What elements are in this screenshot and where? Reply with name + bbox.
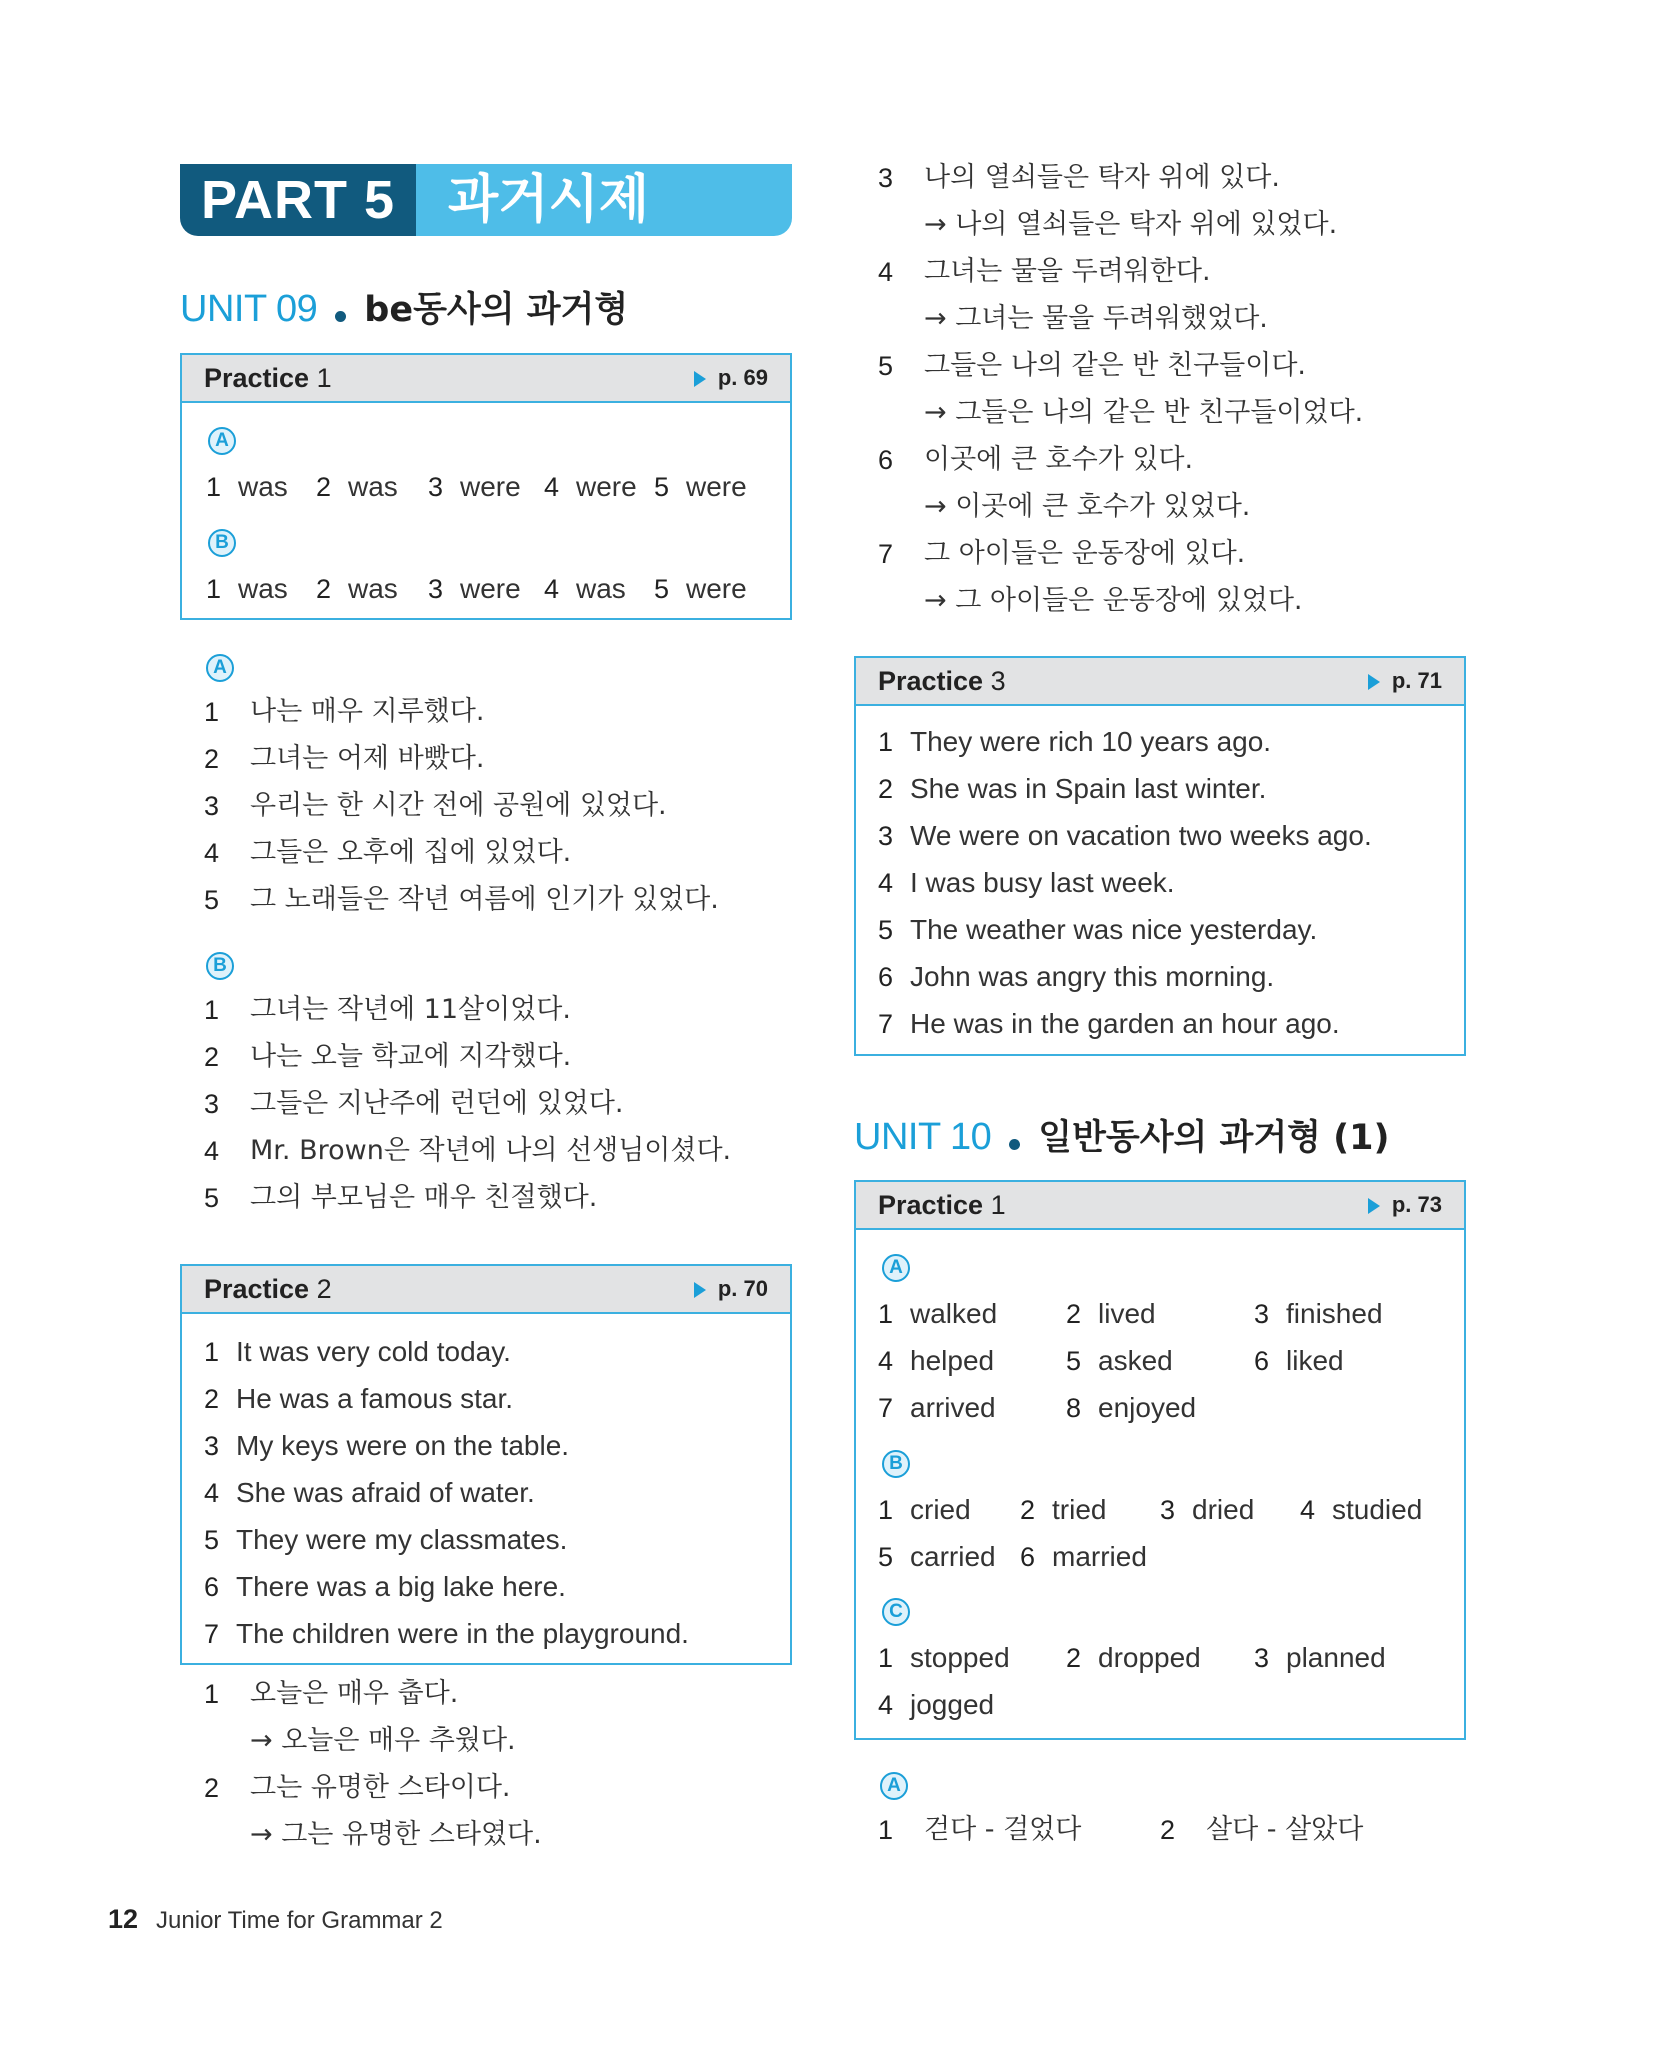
translation-text: Mr. Brown은 작년에 나의 선생님이셨다. [250, 1135, 732, 1166]
translation-text: 이곳에 큰 호수가 있다. [924, 444, 1194, 475]
translation-text: 그 노래들은 작년 여름에 인기가 있었다. [250, 884, 719, 915]
arrow-right-icon [1368, 1198, 1380, 1214]
page-footer [108, 1904, 443, 1935]
item-number: 1 [878, 1643, 894, 1673]
item-number: 4 [1300, 1495, 1316, 1525]
item-number: 7 [878, 1009, 894, 1039]
item-number: 4 [204, 838, 220, 868]
item-number: 4 [878, 868, 894, 898]
answer-text: was [348, 471, 398, 502]
translation-text: 오늘은 매우 춥다. [250, 1678, 459, 1709]
item-number: 1 [206, 472, 222, 502]
unit-09-practice-3-box [854, 656, 1466, 1056]
unit-number: UNIT 10 [854, 1116, 992, 1158]
section-c-marker: C [882, 1598, 910, 1626]
answer-text: They were rich 10 years ago. [910, 726, 1272, 757]
answer-text: stopped [910, 1642, 1010, 1673]
item-number: 1 [204, 1679, 220, 1709]
unit-10-practice-1-box [854, 1180, 1466, 1740]
item-number: 4 [204, 1136, 220, 1166]
unit-title: 일반동사의 과거형 (1) [1038, 1118, 1390, 1158]
answer-text: The weather was nice yesterday. [910, 914, 1318, 945]
answer-text: carried [910, 1541, 996, 1572]
unit-10-heading [854, 1112, 1390, 1162]
practice-label: Practice 1 [204, 363, 332, 393]
item-number: 3 [878, 163, 894, 193]
item-number: 3 [878, 821, 894, 851]
answer-text: It was very cold today. [236, 1336, 511, 1367]
item-number: 4 [878, 1346, 894, 1376]
answer-text: were [576, 471, 637, 502]
page-reference: p. 73 [1368, 1182, 1442, 1228]
item-number: 1 [204, 697, 220, 727]
item-number: 4 [878, 257, 894, 287]
item-number: 5 [204, 885, 220, 915]
item-number: 5 [878, 351, 894, 381]
answer-text: liked [1286, 1345, 1344, 1376]
translation-answer: → 그는 유명한 스타였다. [250, 1819, 542, 1850]
practice-label: Practice 1 [878, 1190, 1006, 1220]
translation-text: 그들은 나의 같은 반 친구들이다. [924, 350, 1306, 381]
item-number: 1 [878, 1495, 894, 1525]
answer-text: jogged [910, 1689, 995, 1720]
item-number: 5 [204, 1183, 220, 1213]
translation-text: 나의 열쇠들은 탁자 위에 있다. [924, 162, 1280, 193]
item-number: 1 [878, 1815, 894, 1845]
practice-label: Practice 3 [878, 666, 1006, 696]
translation-text: 그들은 지난주에 런던에 있었다. [250, 1088, 624, 1119]
section-a-marker: A [880, 1772, 908, 1800]
answer-text: We were on vacation two weeks ago. [910, 820, 1372, 851]
translation-answer: → 나의 열쇠들은 탁자 위에 있었다. [924, 209, 1338, 240]
translation-answer: → 이곳에 큰 호수가 있었다. [924, 491, 1251, 522]
answer-text: planned [1286, 1642, 1386, 1673]
translation-text: 살다 - 살았다 [1206, 1814, 1364, 1845]
item-number: 6 [878, 962, 894, 992]
item-number: 1 [206, 574, 222, 604]
item-number: 8 [1066, 1393, 1082, 1423]
part-title: 과거시제 [416, 164, 792, 236]
answer-text: asked [1098, 1345, 1173, 1376]
item-number: 3 [204, 1089, 220, 1119]
item-number: 7 [878, 539, 894, 569]
answer-text: cried [910, 1494, 971, 1525]
item-number: 6 [1254, 1346, 1270, 1376]
translation-text: 그들은 오후에 집에 있었다. [250, 837, 572, 868]
answer-text: lived [1098, 1298, 1156, 1329]
item-number: 2 [1066, 1299, 1082, 1329]
section-b-marker: B [206, 952, 234, 980]
answer-text: They were my classmates. [236, 1524, 568, 1555]
translation-answer: → 그녀는 물을 두려워했었다. [924, 303, 1268, 334]
item-number: 1 [204, 995, 220, 1025]
answer-text: dropped [1098, 1642, 1201, 1673]
answer-text: dried [1192, 1494, 1255, 1525]
part-banner [180, 164, 792, 236]
page-reference: p. 71 [1368, 658, 1442, 704]
item-number: 4 [878, 1690, 894, 1720]
answer-text: tried [1052, 1494, 1107, 1525]
unit-title: be동사의 과거형 [364, 290, 629, 330]
unit-09-practice-1-box [180, 353, 792, 620]
page-reference: p. 69 [694, 355, 768, 401]
item-number: 5 [654, 574, 670, 604]
item-number: 4 [544, 472, 560, 502]
answer-text: studied [1332, 1494, 1423, 1525]
item-number: 6 [1020, 1542, 1036, 1572]
item-number: 2 [316, 472, 332, 502]
page-reference: p. 70 [694, 1266, 768, 1312]
answer-text: arrived [910, 1392, 996, 1423]
item-number: 6 [204, 1572, 220, 1602]
item-number: 2 [1020, 1495, 1036, 1525]
item-number: 2 [1066, 1643, 1082, 1673]
item-number: 3 [1254, 1299, 1270, 1329]
translation-text: 나는 오늘 학교에 지각했다. [250, 1041, 572, 1072]
item-number: 4 [204, 1478, 220, 1508]
item-number: 7 [878, 1393, 894, 1423]
item-number: 2 [316, 574, 332, 604]
item-number: 5 [654, 472, 670, 502]
section-b-marker: B [882, 1450, 910, 1478]
arrow-right-icon [694, 1282, 706, 1298]
item-number: 2 [204, 1773, 220, 1803]
translation-text: 우리는 한 시간 전에 공원에 있었다. [250, 790, 667, 821]
item-number: 5 [1066, 1346, 1082, 1376]
arrow-right-icon [1368, 674, 1380, 690]
answer-text: She was in Spain last winter. [910, 773, 1267, 804]
answer-text: He was in the garden an hour ago. [910, 1008, 1340, 1039]
section-a-marker: A [208, 427, 236, 455]
section-b-marker: B [208, 529, 236, 557]
answer-text: was [348, 573, 398, 604]
answer-text: married [1052, 1541, 1147, 1572]
practice-header [856, 1182, 1464, 1230]
answer-text: were [686, 573, 747, 604]
item-number: 2 [204, 744, 220, 774]
item-number: 2 [204, 1042, 220, 1072]
translation-answer: → 그들은 나의 같은 반 친구들이었다. [924, 397, 1364, 428]
answer-text: John was angry this morning. [910, 961, 1275, 992]
section-a-marker: A [206, 654, 234, 682]
answer-text: was [238, 471, 288, 502]
translation-answer: → 오늘은 매우 추웠다. [250, 1725, 516, 1756]
item-number: 3 [1254, 1643, 1270, 1673]
practice-header [182, 1266, 790, 1314]
answer-text: was [238, 573, 288, 604]
unit-09-practice-2-box [180, 1264, 792, 1665]
answer-text: were [460, 471, 521, 502]
answer-text: There was a big lake here. [236, 1571, 566, 1602]
bullet-dot [1009, 1139, 1020, 1150]
book-title: Junior Time for Grammar 2 [156, 1907, 443, 1934]
item-number: 3 [428, 472, 444, 502]
translation-text: 그 아이들은 운동장에 있다. [924, 538, 1246, 569]
answer-text: He was a famous star. [236, 1383, 514, 1414]
answer-text: were [686, 471, 747, 502]
item-number: 5 [878, 915, 894, 945]
translation-text: 걷다 - 걸었다 [924, 1814, 1082, 1845]
item-number: 1 [878, 1299, 894, 1329]
item-number: 5 [204, 1525, 220, 1555]
part-number: PART 5 [180, 164, 416, 236]
translation-text: 그녀는 작년에 11살이었다. [250, 994, 571, 1025]
item-number: 6 [878, 445, 894, 475]
item-number: 2 [1160, 1815, 1176, 1845]
answer-text: She was afraid of water. [236, 1477, 535, 1508]
unit-number: UNIT 09 [180, 288, 318, 330]
translation-text: 그의 부모님은 매우 친절했다. [250, 1182, 598, 1213]
translation-text: 그는 유명한 스타이다. [250, 1772, 511, 1803]
answer-text: My keys were on the table. [236, 1430, 570, 1461]
unit-09-heading [180, 284, 628, 334]
item-number: 7 [204, 1619, 220, 1649]
answer-text: finished [1286, 1298, 1383, 1329]
section-a-marker: A [882, 1254, 910, 1282]
practice-header [182, 355, 790, 403]
answer-text: walked [910, 1298, 998, 1329]
item-number: 4 [544, 574, 560, 604]
translation-text: 나는 매우 지루했다. [250, 696, 485, 727]
item-number: 3 [428, 574, 444, 604]
page-number: 12 [108, 1904, 139, 1934]
answer-text: enjoyed [1098, 1392, 1197, 1423]
translation-text: 그녀는 어제 바빴다. [250, 743, 485, 774]
practice-header [856, 658, 1464, 706]
answer-text: were [460, 573, 521, 604]
item-number: 3 [204, 1431, 220, 1461]
item-number: 3 [204, 791, 220, 821]
practice-label: Practice 2 [204, 1274, 332, 1304]
answer-text: was [576, 573, 626, 604]
translation-answer: → 그 아이들은 운동장에 있었다. [924, 585, 1303, 616]
answer-text: I was busy last week. [910, 867, 1175, 898]
item-number: 2 [204, 1384, 220, 1414]
bullet-dot [335, 311, 346, 322]
arrow-right-icon [694, 371, 706, 387]
item-number: 1 [204, 1337, 220, 1367]
item-number: 1 [878, 727, 894, 757]
item-number: 2 [878, 774, 894, 804]
item-number: 5 [878, 1542, 894, 1572]
translation-text: 그녀는 물을 두려워한다. [924, 256, 1211, 287]
item-number: 3 [1160, 1495, 1176, 1525]
answer-text: The children were in the playground. [236, 1618, 689, 1649]
answer-text: helped [910, 1345, 995, 1376]
